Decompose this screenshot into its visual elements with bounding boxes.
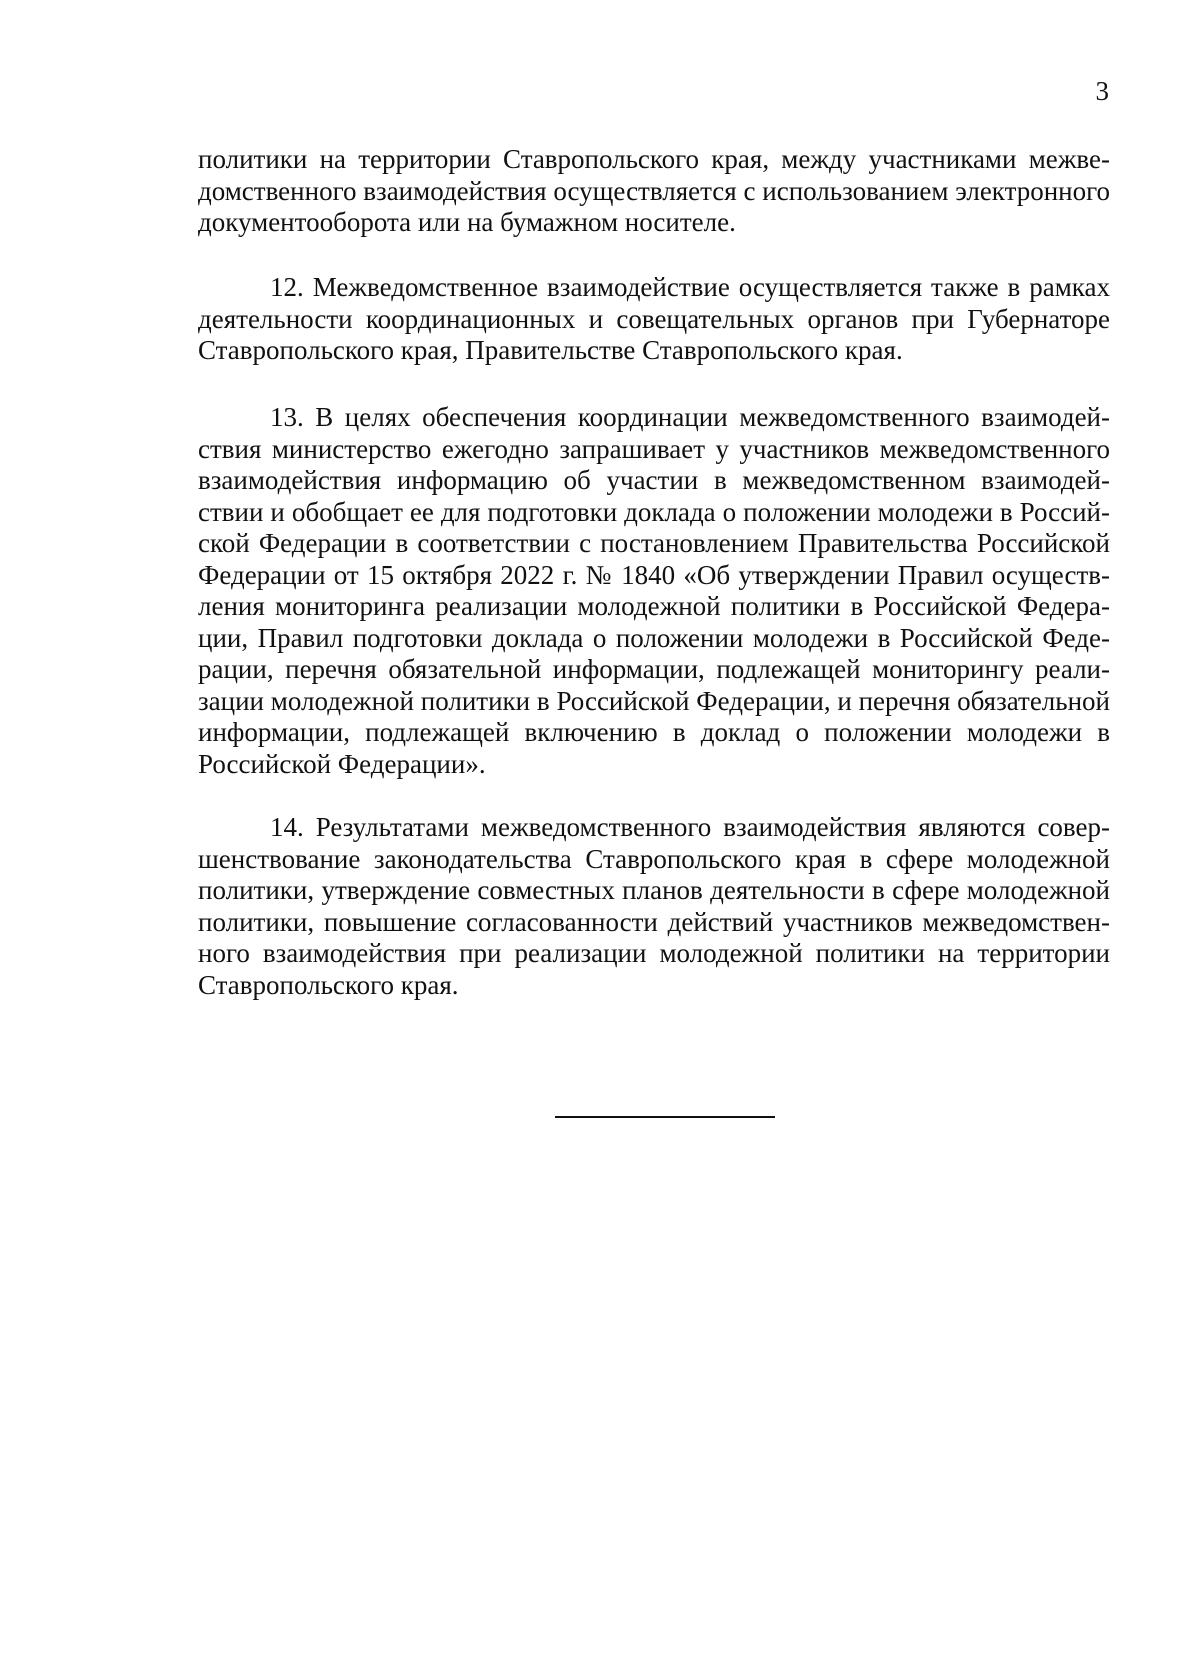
page-number: 3: [1095, 76, 1109, 106]
paragraph-13: 13. В целях обеспечения координации межведомственного взаимодействия министерство ежегодно запрашивает у участников межведомственного взаимодействия информацию об участии в межведомственном взаимодействии и обобщает ее для подготовки доклада о положении молодежи в Российской Федерации в соответствии с постановлением Правительства Российской Федерации от 15 октября 2022 г. № 1840 «Об утверждении Правил осуществления мониторинга реализации молодежной политики в Российской Федерации, Правил подготовки доклада о положении молодежи в Российской Федерации, перечня обязательной информации, подлежащей мониторингу реализации молодежной политики в Российской Федерации, и перечня обязательной информации, подлежащей включению в доклад о положении молодежи в Российской Федерации».: [198, 402, 1110, 779]
paragraph-continuation: политики на территории Ставропольского края, между участниками межведомственного взаимодействия осуществляется с использованием электронного документооборота или на бумажном носителе.: [198, 144, 1110, 237]
paragraph-12: 12. Межведомственное взаимодействие осуществляется также в рамках деятельности координационных и совещательных органов при Губернаторе Ставропольского края, Правительстве Ставропольского края.: [198, 272, 1110, 365]
end-of-document-rule: [555, 1116, 775, 1118]
paragraph-14: 14. Результатами межведомственного взаимодействия являются совершенствование законодательства Ставропольского края в сфере молодежной политики, утверждение совместных планов деятельности в сфере молодежной политики, повышение согласованности действий участников межведомственного взаимодействия при реализации молодежной политики на территории Ставропольского края.: [198, 812, 1110, 1000]
